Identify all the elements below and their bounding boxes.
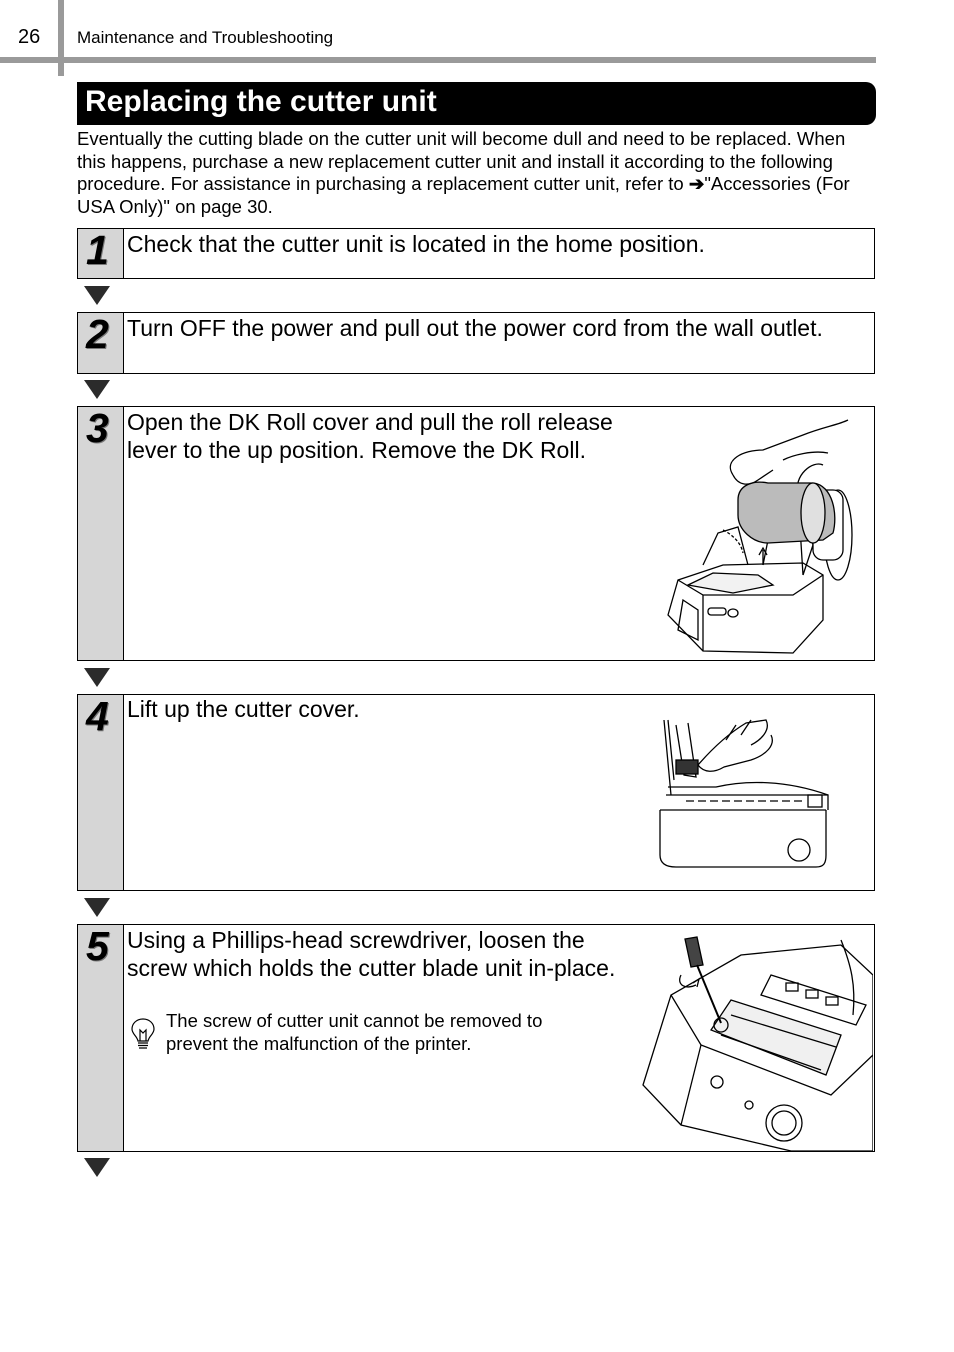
step-number-column — [78, 925, 124, 1151]
step-number: 1 — [86, 227, 109, 273]
step-1 — [77, 228, 875, 279]
page-title-bar — [77, 82, 876, 125]
step-arrow-icon — [84, 668, 110, 687]
intro-text: Eventually the cutting blade on the cutter unit will become dull and need to be replaced. When this happens, purchase a new replacement cutter unit and install it according to the following procedure. For assistance in purchasing a replacement cutter unit, refer to — [77, 128, 846, 195]
step-number-column — [78, 313, 124, 373]
dk-roll-removal-illustration — [663, 415, 853, 655]
screwdriver-illustration — [641, 935, 873, 1151]
section-header: Maintenance and Troubleshooting — [77, 28, 334, 47]
step-4 — [77, 694, 875, 891]
step-text: Using a Phillips-head screwdriver, loosen the screw which holds the cutter blade unit in-place. — [127, 927, 616, 981]
intro-reference-link[interactable]: "Accessories (For USA Only)" on page 30. — [77, 173, 850, 218]
page-title: Replacing the cutter unit — [85, 85, 437, 118]
lightbulb-icon — [130, 1017, 156, 1051]
step-number-column — [78, 695, 124, 890]
step-text: Lift up the cutter cover. — [127, 696, 360, 722]
step-2 — [77, 312, 875, 374]
header-horizontal-rule — [0, 57, 876, 63]
step-arrow-icon — [84, 898, 110, 917]
step-note: The screw of cutter unit cannot be removed to prevent the malfunction of the printer. — [166, 1010, 543, 1054]
step-number-column — [78, 229, 124, 278]
step-text: Turn OFF the power and pull out the power cord from the wall outlet. — [127, 315, 823, 341]
step-arrow-icon — [84, 380, 110, 399]
step-number: 5 — [86, 923, 109, 969]
step-number-column — [78, 407, 124, 660]
step-text: Check that the cutter unit is located in the home position. — [127, 231, 705, 257]
cutter-cover-illustration — [656, 715, 836, 875]
step-text: Open the DK Roll cover and pull the roll release lever to the up position. Remove the DK Roll. — [127, 409, 613, 463]
header-vertical-rule — [58, 0, 64, 76]
step-number: 3 — [86, 405, 109, 451]
step-number: 4 — [86, 693, 109, 739]
arrow-reference-icon: ➔ — [688, 173, 705, 195]
step-number: 2 — [86, 311, 109, 357]
intro-paragraph — [77, 128, 877, 219]
step-3 — [77, 406, 875, 661]
step-5 — [77, 924, 875, 1152]
step-arrow-icon — [84, 286, 110, 305]
page-number: 26 — [18, 26, 41, 48]
step-arrow-icon — [84, 1158, 110, 1177]
